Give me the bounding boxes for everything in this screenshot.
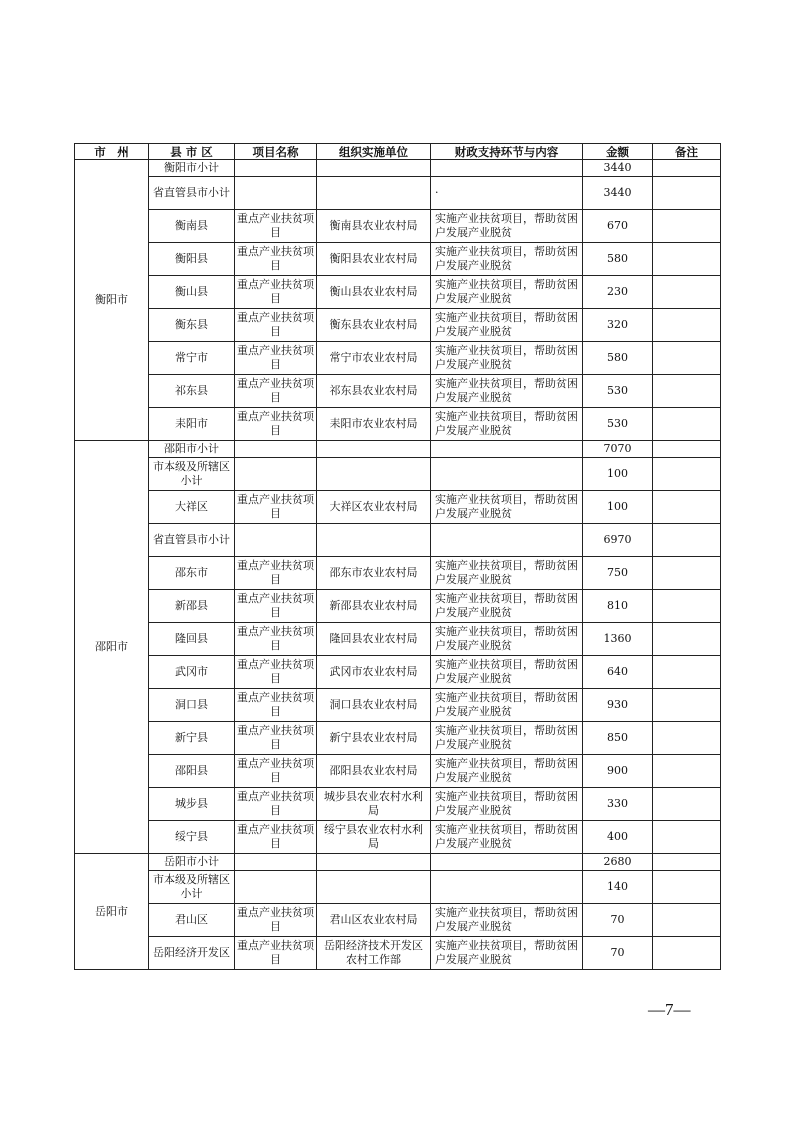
county-cell: 隆回县 <box>149 623 235 656</box>
project-cell: 重点产业扶贫项目 <box>235 557 317 590</box>
content-cell: 实施产业扶贫项目，帮助贫困户发展产业脱贫 <box>431 755 583 788</box>
amount-cell: 7070 <box>583 441 653 458</box>
note-cell <box>653 689 721 722</box>
project-cell: 重点产业扶贫项目 <box>235 689 317 722</box>
note-cell <box>653 590 721 623</box>
table-row <box>75 623 721 656</box>
project-cell: 重点产业扶贫项目 <box>235 375 317 408</box>
project-cell <box>235 854 317 871</box>
project-cell: 重点产业扶贫项目 <box>235 243 317 276</box>
unit-cell: 衡南县农业农村局 <box>317 210 431 243</box>
table-row <box>75 871 721 904</box>
note-cell <box>653 937 721 970</box>
content-cell: 实施产业扶贫项目，帮助贫困户发展产业脱贫 <box>431 342 583 375</box>
unit-cell <box>317 458 431 491</box>
county-cell: 市本级及所辖区小计 <box>149 871 235 904</box>
amount-cell: 580 <box>583 342 653 375</box>
county-cell: 省直管县市小计 <box>149 524 235 557</box>
table-row <box>75 557 721 590</box>
content-cell <box>431 160 583 177</box>
note-cell <box>653 160 721 177</box>
note-cell <box>653 375 721 408</box>
amount-cell: 640 <box>583 656 653 689</box>
unit-cell: 常宁市农业农村局 <box>317 342 431 375</box>
note-cell <box>653 821 721 854</box>
unit-cell: 新宁县农业农村局 <box>317 722 431 755</box>
unit-cell: 洞口县农业农村局 <box>317 689 431 722</box>
project-cell: 重点产业扶贫项目 <box>235 656 317 689</box>
note-cell <box>653 342 721 375</box>
unit-cell: 祁东县农业农村局 <box>317 375 431 408</box>
column-header-implementing-unit: 组织实施单位 <box>317 144 431 160</box>
amount-cell: 100 <box>583 458 653 491</box>
project-cell: 重点产业扶贫项目 <box>235 788 317 821</box>
amount-cell: 400 <box>583 821 653 854</box>
column-header-city: 市 州 <box>75 144 149 160</box>
amount-cell: 750 <box>583 557 653 590</box>
project-cell: 重点产业扶贫项目 <box>235 342 317 375</box>
table-row <box>75 854 721 871</box>
column-header-county: 县 市 区 <box>149 144 235 160</box>
amount-cell: 6970 <box>583 524 653 557</box>
amount-cell: 320 <box>583 309 653 342</box>
amount-cell: 850 <box>583 722 653 755</box>
amount-cell: 810 <box>583 590 653 623</box>
content-cell: 实施产业扶贫项目，帮助贫困户发展产业脱贫 <box>431 904 583 937</box>
amount-cell: 230 <box>583 276 653 309</box>
note-cell <box>653 788 721 821</box>
content-cell: · <box>431 177 583 210</box>
content-cell <box>431 854 583 871</box>
note-cell <box>653 722 721 755</box>
table-row <box>75 342 721 375</box>
unit-cell <box>317 871 431 904</box>
unit-cell <box>317 160 431 177</box>
amount-cell: 100 <box>583 491 653 524</box>
project-cell: 重点产业扶贫项目 <box>235 623 317 656</box>
table-row <box>75 937 721 970</box>
amount-cell: 330 <box>583 788 653 821</box>
table-row <box>75 160 721 177</box>
note-cell <box>653 491 721 524</box>
county-cell: 武冈市 <box>149 656 235 689</box>
amount-cell: 930 <box>583 689 653 722</box>
table-row <box>75 210 721 243</box>
content-cell <box>431 441 583 458</box>
project-cell: 重点产业扶贫项目 <box>235 590 317 623</box>
unit-cell <box>317 441 431 458</box>
county-cell: 市本级及所辖区小计 <box>149 458 235 491</box>
county-cell: 邵阳市小计 <box>149 441 235 458</box>
table-row <box>75 441 721 458</box>
amount-cell: 70 <box>583 904 653 937</box>
note-cell <box>653 904 721 937</box>
note-cell <box>653 854 721 871</box>
note-cell <box>653 276 721 309</box>
note-cell <box>653 656 721 689</box>
amount-cell: 670 <box>583 210 653 243</box>
project-cell: 重点产业扶贫项目 <box>235 276 317 309</box>
header-row <box>75 144 721 160</box>
unit-cell <box>317 177 431 210</box>
unit-cell <box>317 524 431 557</box>
note-cell <box>653 557 721 590</box>
funding-table <box>74 143 721 970</box>
county-cell: 耒阳市 <box>149 408 235 441</box>
column-header-project-name: 项目名称 <box>235 144 317 160</box>
unit-cell: 君山区农业农村局 <box>317 904 431 937</box>
note-cell <box>653 755 721 788</box>
note-cell <box>653 177 721 210</box>
unit-cell: 邵东市农业农村局 <box>317 557 431 590</box>
content-cell: 实施产业扶贫项目，帮助贫困户发展产业脱贫 <box>431 557 583 590</box>
county-cell: 衡山县 <box>149 276 235 309</box>
unit-cell: 隆回县农业农村局 <box>317 623 431 656</box>
content-cell: 实施产业扶贫项目，帮助贫困户发展产业脱贫 <box>431 722 583 755</box>
content-cell: 实施产业扶贫项目，帮助贫困户发展产业脱贫 <box>431 689 583 722</box>
county-cell: 常宁市 <box>149 342 235 375</box>
city-cell: 衡阳市 <box>75 160 149 441</box>
unit-cell: 武冈市农业农村局 <box>317 656 431 689</box>
table-row <box>75 656 721 689</box>
project-cell: 重点产业扶贫项目 <box>235 210 317 243</box>
city-cell: 邵阳市 <box>75 441 149 854</box>
project-cell <box>235 871 317 904</box>
content-cell <box>431 871 583 904</box>
content-cell: 实施产业扶贫项目，帮助贫困户发展产业脱贫 <box>431 491 583 524</box>
table-row <box>75 458 721 491</box>
amount-cell: 530 <box>583 408 653 441</box>
county-cell: 衡东县 <box>149 309 235 342</box>
amount-cell: 580 <box>583 243 653 276</box>
county-cell: 新宁县 <box>149 722 235 755</box>
project-cell <box>235 177 317 210</box>
content-cell: 实施产业扶贫项目，帮助贫困户发展产业脱贫 <box>431 408 583 441</box>
county-cell: 君山区 <box>149 904 235 937</box>
table-row <box>75 689 721 722</box>
content-cell: 实施产业扶贫项目，帮助贫困户发展产业脱贫 <box>431 821 583 854</box>
project-cell: 重点产业扶贫项目 <box>235 309 317 342</box>
page-number: —7— <box>648 1000 691 1019</box>
project-cell <box>235 524 317 557</box>
note-cell <box>653 408 721 441</box>
column-header-note: 备注 <box>653 144 721 160</box>
project-cell <box>235 441 317 458</box>
unit-cell: 新邵县农业农村局 <box>317 590 431 623</box>
note-cell <box>653 441 721 458</box>
amount-cell: 1360 <box>583 623 653 656</box>
city-cell: 岳阳市 <box>75 854 149 970</box>
project-cell: 重点产业扶贫项目 <box>235 408 317 441</box>
county-cell: 邵阳县 <box>149 755 235 788</box>
amount-cell: 3440 <box>583 177 653 210</box>
content-cell: 实施产业扶贫项目，帮助贫困户发展产业脱贫 <box>431 375 583 408</box>
note-cell <box>653 210 721 243</box>
note-cell <box>653 458 721 491</box>
table-row <box>75 904 721 937</box>
unit-cell: 绥宁县农业农村水利局 <box>317 821 431 854</box>
content-cell <box>431 524 583 557</box>
county-cell: 岳阳经济开发区 <box>149 937 235 970</box>
unit-cell: 岳阳经济技术开发区农村工作部 <box>317 937 431 970</box>
unit-cell: 衡阳县农业农村局 <box>317 243 431 276</box>
amount-cell: 900 <box>583 755 653 788</box>
amount-cell: 3440 <box>583 160 653 177</box>
content-cell: 实施产业扶贫项目，帮助贫困户发展产业脱贫 <box>431 590 583 623</box>
county-cell: 省直管县市小计 <box>149 177 235 210</box>
county-cell: 大祥区 <box>149 491 235 524</box>
content-cell: 实施产业扶贫项目，帮助贫困户发展产业脱贫 <box>431 937 583 970</box>
note-cell <box>653 524 721 557</box>
county-cell: 洞口县 <box>149 689 235 722</box>
note-cell <box>653 243 721 276</box>
table-row <box>75 755 721 788</box>
county-cell: 新邵县 <box>149 590 235 623</box>
county-cell: 祁东县 <box>149 375 235 408</box>
table-row <box>75 491 721 524</box>
county-cell: 城步县 <box>149 788 235 821</box>
table-row <box>75 309 721 342</box>
table-row <box>75 722 721 755</box>
unit-cell: 耒阳市农业农村局 <box>317 408 431 441</box>
table-row <box>75 243 721 276</box>
county-cell: 岳阳市小计 <box>149 854 235 871</box>
content-cell: 实施产业扶贫项目，帮助贫困户发展产业脱贫 <box>431 276 583 309</box>
unit-cell: 邵阳县农业农村局 <box>317 755 431 788</box>
table-row <box>75 821 721 854</box>
project-cell <box>235 160 317 177</box>
table-row <box>75 375 721 408</box>
unit-cell: 衡东县农业农村局 <box>317 309 431 342</box>
content-cell: 实施产业扶贫项目，帮助贫困户发展产业脱贫 <box>431 243 583 276</box>
project-cell <box>235 458 317 491</box>
amount-cell: 530 <box>583 375 653 408</box>
county-cell: 衡阳县 <box>149 243 235 276</box>
table-row <box>75 276 721 309</box>
content-cell <box>431 458 583 491</box>
project-cell: 重点产业扶贫项目 <box>235 904 317 937</box>
content-cell: 实施产业扶贫项目，帮助贫困户发展产业脱贫 <box>431 788 583 821</box>
content-cell: 实施产业扶贫项目，帮助贫困户发展产业脱贫 <box>431 623 583 656</box>
project-cell: 重点产业扶贫项目 <box>235 937 317 970</box>
table-row <box>75 408 721 441</box>
table-row <box>75 524 721 557</box>
column-header-amount: 金额 <box>583 144 653 160</box>
column-header-support-content: 财政支持环节与内容 <box>431 144 583 160</box>
content-cell: 实施产业扶贫项目，帮助贫困户发展产业脱贫 <box>431 656 583 689</box>
project-cell: 重点产业扶贫项目 <box>235 821 317 854</box>
unit-cell: 衡山县农业农村局 <box>317 276 431 309</box>
note-cell <box>653 309 721 342</box>
table-row <box>75 788 721 821</box>
project-cell: 重点产业扶贫项目 <box>235 722 317 755</box>
content-cell: 实施产业扶贫项目，帮助贫困户发展产业脱贫 <box>431 210 583 243</box>
table-row <box>75 177 721 210</box>
project-cell: 重点产业扶贫项目 <box>235 491 317 524</box>
county-cell: 绥宁县 <box>149 821 235 854</box>
unit-cell: 城步县农业农村水利局 <box>317 788 431 821</box>
amount-cell: 2680 <box>583 854 653 871</box>
county-cell: 邵东市 <box>149 557 235 590</box>
content-cell: 实施产业扶贫项目，帮助贫困户发展产业脱贫 <box>431 309 583 342</box>
county-cell: 衡阳市小计 <box>149 160 235 177</box>
table-row <box>75 590 721 623</box>
unit-cell <box>317 854 431 871</box>
project-cell: 重点产业扶贫项目 <box>235 755 317 788</box>
unit-cell: 大祥区农业农村局 <box>317 491 431 524</box>
county-cell: 衡南县 <box>149 210 235 243</box>
note-cell <box>653 623 721 656</box>
amount-cell: 140 <box>583 871 653 904</box>
note-cell <box>653 871 721 904</box>
amount-cell: 70 <box>583 937 653 970</box>
